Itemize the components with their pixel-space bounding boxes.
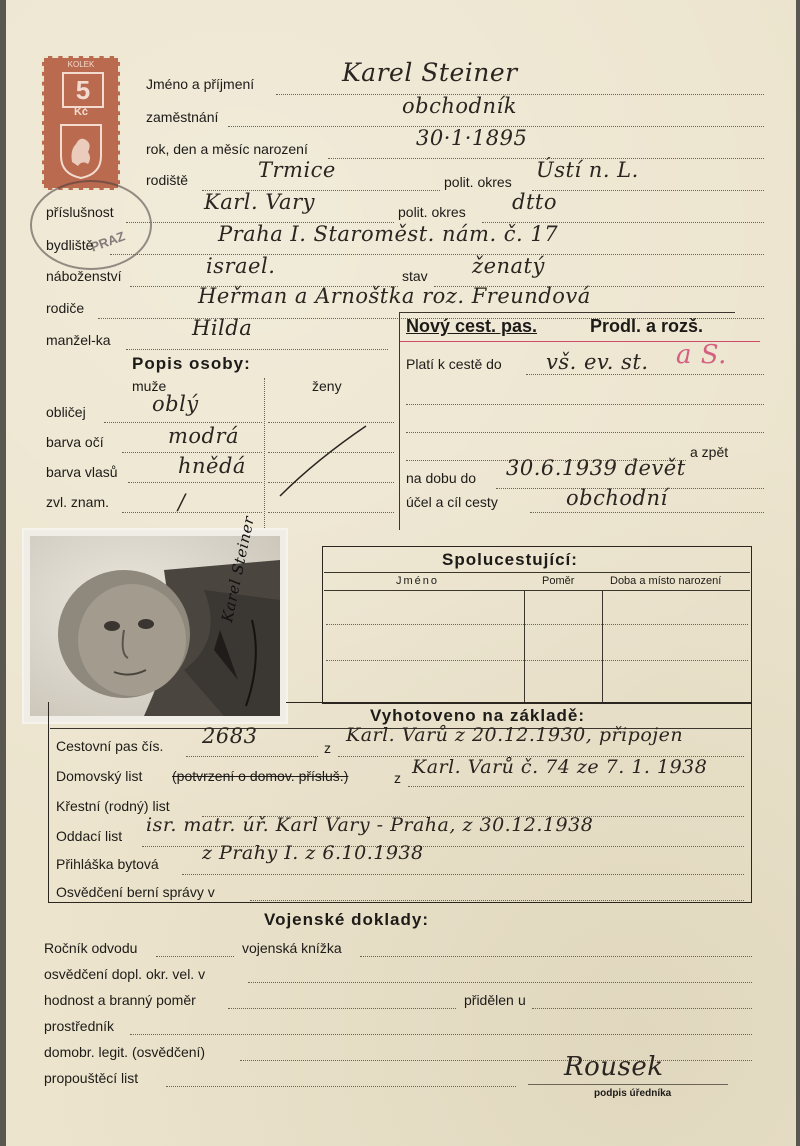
military-assigned-label: přidělen [464,992,514,1008]
purpose-line [530,512,764,513]
military-book-label: vojenská knížka [242,940,342,956]
basis-passport-line [186,756,318,757]
occupation-label: zaměstnání [146,109,219,125]
basis-tax-line [250,900,744,901]
female-strike-line [276,420,376,500]
description-divider [264,378,265,528]
parents-label: rodiče [46,300,85,316]
passport-box-left-edge [399,312,400,530]
basis-baptism-label: Křestní (rodný) list [56,798,170,814]
military-discharge-line [166,1086,516,1087]
military-year-label: Ročník odvodu [44,940,138,956]
companions-title: Spolucestující: [442,550,578,569]
religion-value: israel. [206,254,276,278]
military-legion-label: domobr. legit. (osvědčení) [44,1044,206,1060]
hair-label: barva vlasů [46,464,118,480]
destination-line-3 [406,432,764,433]
companions-header-bottom [324,590,750,591]
basis-passport-label: Cestovní pas čís. [56,738,164,754]
revenue-stamp [42,56,120,190]
marks-value: / [178,490,186,514]
basis-registration-line [182,874,744,875]
official-label: podpis úředníka [594,1088,672,1099]
marks-line-female [268,512,394,513]
district-line [532,190,764,191]
destination-line-2 [406,404,764,405]
spouse-value: Hilda [192,316,253,340]
status-value: ženatý [472,254,545,278]
basis-marriage-value: isr. matr. úř. Karl Vary - Praha, z 30.12.1938 [146,814,594,836]
passport-photo [24,514,286,722]
companions-name-header: Jméno [396,575,440,587]
military-legion-line [240,1060,752,1061]
face-value: oblý [152,392,199,416]
district2-value: dtto [512,190,557,214]
military-rank-label: hodnost a branný poměr [44,992,196,1008]
citizenship-label: příslušnost [46,204,114,220]
stamp-top-text: KOLEK [67,60,95,69]
basis-domicile-z: z [394,770,401,786]
religion-label: náboženství [46,268,122,284]
basis-domicile-struck: (potvrzení o domov. přísluš.) [172,768,349,784]
military-title: Vojenské doklady: [264,910,430,929]
photo-signature: Karel Steiner [218,514,259,624]
official-signature-line [528,1084,728,1085]
purpose-value: obchodní [566,486,668,510]
residence-label: bydliště [46,237,94,253]
companions-birth-header: Doba a místo narození [610,575,722,587]
military-cert-label: osvědčení dopl. okr. vel. v [44,966,206,982]
parents-value: Heřman a Arnoštka roz. Freundová [198,284,591,308]
passport-box-top-edge [399,312,735,313]
military-mediator-label: prostředník [44,1018,115,1034]
residence-value: Praha I. Staroměst. nám. č. 17 [218,222,559,246]
birth-label: rok, den a měsíc narození [146,141,308,157]
companions-header-top [324,572,750,573]
marks-label: zvl. znam. [46,494,110,510]
military-assigned-line [532,1008,752,1009]
basis-passport-z: z [324,740,331,756]
postmark-stamp [30,180,152,270]
name-label: Jméno a příjmení [146,76,255,92]
passport-application-form [6,0,796,1146]
face-line-male [104,422,262,423]
purpose-label: účel a cíl cesty [406,494,498,510]
basis-passport-from: Karl. Varů z 20.12.1930, připojen [346,724,684,746]
basis-registration-value: z Prahy I. z 6.10.1938 [202,842,424,864]
spouse-line [126,349,388,350]
district-label: polit. okres [444,174,512,190]
district-value: Ústí n. L. [536,158,639,182]
military-mediator-line [130,1034,752,1035]
basis-domicile-line [408,786,744,787]
stamp-currency: Kč [73,106,89,118]
military-rank-line [228,1008,456,1009]
official-signature: Rousek [564,1052,664,1082]
passport-new-title: Nový cest. pas. [406,316,538,336]
valid-extra: a S. [676,340,727,370]
eyes-label: barva očí [46,434,104,450]
basis-title: Vyhotoveno na základě: [370,706,586,725]
hair-value: hnědá [178,454,246,478]
hair-line-male [128,482,262,483]
eyes-line-male [122,452,262,453]
birth-value: 30·1·1895 [416,126,528,150]
basis-domicile-label: Domovský list [56,768,143,784]
period-value: 30.6.1939 devět [506,456,686,480]
citizenship-value: Karl. Vary [204,190,315,214]
face-label: obličej [46,404,86,420]
birthplace-label: rodiště [146,172,189,188]
spouse-label: manžel-ka [46,332,111,348]
military-discharge-label: propouštěcí list [44,1070,139,1086]
companions-row-2 [326,660,748,661]
period-label: na dobu do [406,470,477,486]
district2-label: polit. okres [398,204,466,220]
postmark-text: PRAZ [88,228,127,255]
return-label: a zpět [690,444,729,460]
basis-tax-label: Osvědčení berní správy v [56,884,215,900]
occupation-value: obchodník [402,94,517,118]
military-book-line [360,956,752,957]
valid-value: vš. ev. st. [546,350,649,374]
marks-line-male [122,512,262,513]
passport-extension-title: Prodl. a rozš. [590,316,704,336]
companions-row-1 [326,624,748,625]
name-line [276,94,764,95]
birthplace-value: Trmice [258,158,336,182]
companions-relation-header: Poměr [542,575,575,587]
military-u-label: u [518,992,526,1008]
basis-passport-value: 2683 [202,724,258,748]
female-column-label: ženy [312,378,342,394]
description-title: Popis osoby: [132,354,251,373]
status-label: stav [402,268,428,284]
basis-marriage-label: Oddací list [56,828,123,844]
basis-domicile-value: Karl. Varů č. 74 ze 7. 1. 1938 [412,756,708,778]
military-cert-line [248,982,752,983]
stamp-value: 5 [62,72,104,108]
valid-label: Platí k cestě do [406,356,502,372]
companions-col-divider-1 [524,590,525,702]
companions-col-divider-2 [602,590,603,702]
basis-registration-label: Přihláška bytová [56,856,159,872]
name-value: Karel Steiner [342,58,518,87]
valid-line [526,374,764,375]
lion-emblem-icon [58,122,104,180]
eyes-value: modrá [168,424,240,448]
basis-box-top [286,702,752,703]
military-year-line [156,956,234,957]
male-column-label: muže [132,378,167,394]
